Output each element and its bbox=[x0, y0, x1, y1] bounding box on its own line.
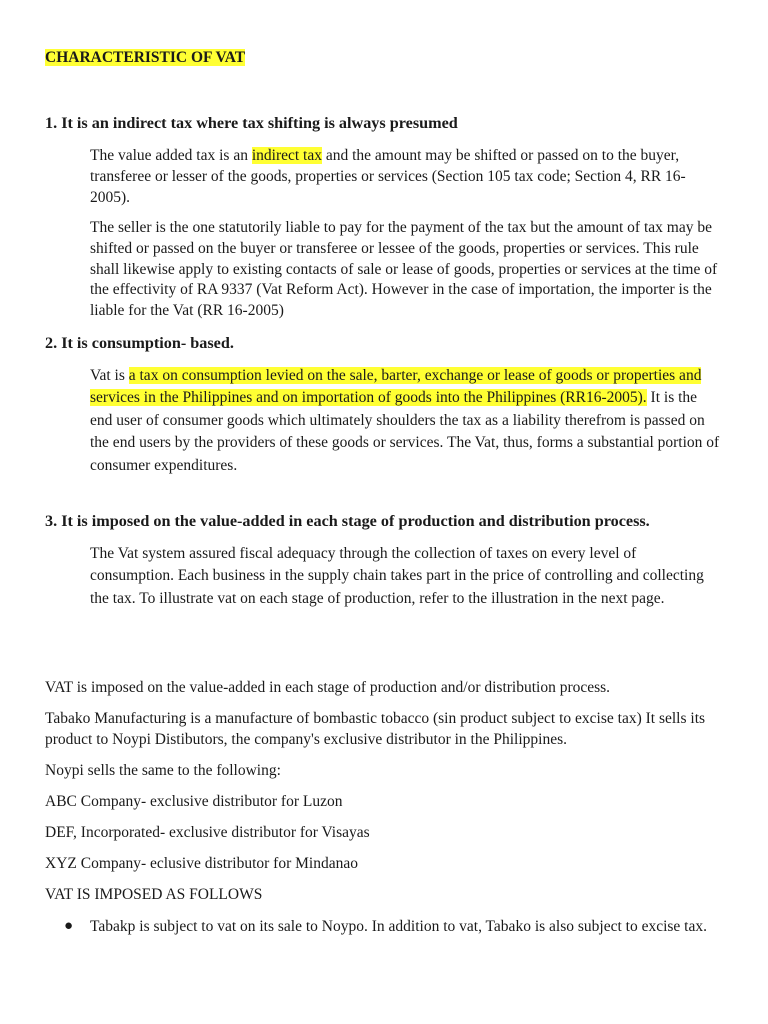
document-title bbox=[45, 48, 245, 68]
section-1-heading: 1. It is an indirect tax where tax shifting is always presumed bbox=[45, 114, 458, 132]
bullet-text: Tabakp is subject to vat on its sale to Noypo. In addition to vat, Tabako is also subject to excise tax. bbox=[90, 918, 707, 935]
section-1-p1-before: The value added tax is an bbox=[90, 147, 252, 164]
section-2-p1-after: It is the end user of consumer goods which ultimately shoulders the tax as a liability therefrom is passed on the end users by the providers of these goods or services. The Vat, thus, forms a substantial portion of consumer expenditures. bbox=[90, 389, 720, 474]
section-3-heading: 3. It is imposed on the value-added in each stage of production and distribution process. bbox=[45, 512, 650, 530]
section-2-p1-before: Vat is bbox=[90, 367, 129, 384]
body-line-7: VAT IS IMPOSED AS FOLLOWS bbox=[45, 886, 263, 903]
section-2-heading: 2. It is consumption- based. bbox=[45, 334, 234, 352]
section-2-paragraph-1 bbox=[90, 365, 722, 477]
body-line-6: XYZ Company- eclusive distributor for Mindanao bbox=[45, 855, 358, 872]
section-1-p1-highlight: indirect tax bbox=[251, 147, 322, 164]
body-line-4: ABC Company- exclusive distributor for Luzon bbox=[45, 793, 343, 810]
body-line-3: Noypi sells the same to the following: bbox=[45, 762, 281, 779]
body-line-2: Tabako Manufacturing is a manufacture of bombastic tobacco (sin product subject to excise tax) It sells its product to Noypi Distibutors, the company's exclusive distributor in the Philippines. bbox=[45, 710, 706, 748]
section-1-paragraph-2: The seller is the one statutorily liable to pay for the payment of the tax but the amount of tax may be shifted or passed on the buyer or transferee or lessee of the goods, properties or services. This rule shall likewise apply to existing contacts of sale or lease of goods, properties or services at the time of the effectivity of RA 9337 (Vat Reform Act). However in the case of importation, the importer is the liable for the Vat (RR 16-2005) bbox=[90, 219, 718, 320]
section-2-p1-highlight: a tax on consumption levied on the sale, barter, exchange or lease of goods or properties and services in the Philippines and on importation of goods into the Philippines (RR16-2005). bbox=[90, 367, 702, 407]
section-1-p1-after: and the amount may be shifted or passed on to the buyer, transferee or lesser of the goods, properties or services (Section 105 tax code; Section 4, RR 16-2005). bbox=[90, 147, 686, 206]
body-line-5: DEF, Incorporated- exclusive distributor for Visayas bbox=[45, 824, 370, 841]
section-1-paragraph-1 bbox=[90, 146, 722, 208]
bullet-dot-icon: ● bbox=[64, 918, 74, 934]
title-highlight: CHARACTERISTIC OF VAT bbox=[45, 49, 246, 66]
body-line-1: VAT is imposed on the value-added in each stage of production and/or distribution process. bbox=[45, 679, 611, 696]
bullet-list-item bbox=[64, 916, 724, 937]
section-3-paragraph-1: The Vat system assured fiscal adequacy through the collection of taxes on every level of consumption. Each business in the supply chain takes part in the price of controlling and collecting the tax. To illustrate vat on each stage of production, refer to the illustration in the next page. bbox=[90, 545, 704, 607]
